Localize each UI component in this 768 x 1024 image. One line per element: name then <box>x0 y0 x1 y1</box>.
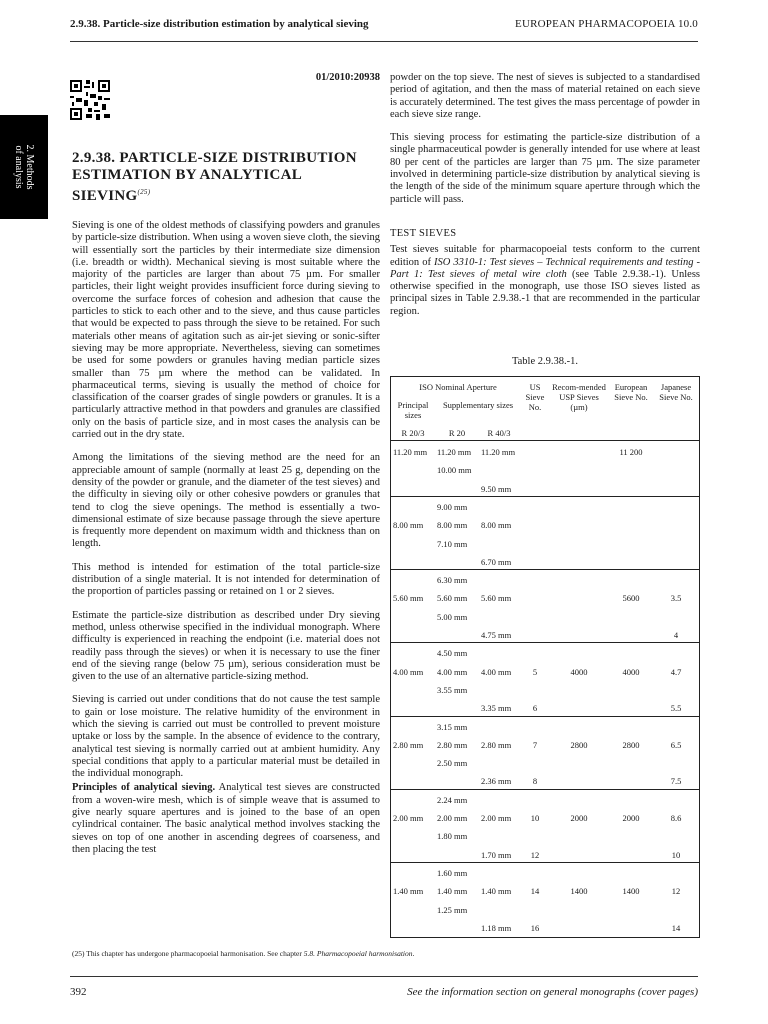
table-body <box>391 441 699 937</box>
footer-rule <box>70 976 698 977</box>
left-column <box>72 220 380 867</box>
cell-r40-3: 2.00 mm <box>481 813 512 823</box>
paragraph: Sieving is carried out under conditions that do not cause the test sample to gain or lose moisture. The relative humidity of the environment in which the sieving is carried out must be controlled to prevent moisture uptake or loss by the sample. In the absence of evidence to the contrary, analytical test sieving is normally carried out at ambient humidity. Any special conditions that apply to a particular material must be detailed in the individual monograph. <box>72 694 380 780</box>
cell-european-sieve: 2800 <box>622 739 640 750</box>
sieve-table <box>390 376 700 938</box>
chapter-title: 2.9.38. PARTICLE-SIZE DISTRIBUTION ESTIMATION BY ANALYTICAL SIEVING$^{(25)}$ <box>72 150 357 204</box>
cell-japanese-sieve: 3.5 <box>670 593 682 604</box>
cell-r20: 10.00 mm <box>437 465 472 476</box>
cell-r40-3: 1.40 mm <box>481 886 512 897</box>
chapter-side-tab <box>0 115 48 219</box>
cell-japanese-sieve: 4.7 <box>670 666 682 677</box>
cell-r20: 3.55 mm <box>437 684 468 695</box>
cell-european-sieve: 4000 <box>622 666 640 677</box>
cell-us-sieve: 14 <box>530 886 540 897</box>
side-tab-line1: 2. Methods <box>24 144 35 190</box>
qr-code-icon <box>70 80 110 120</box>
cell-japanese-sieve: 5.5 <box>670 703 682 714</box>
cell-r20: 5.00 mm <box>437 611 468 622</box>
cell-usp-sieve: 1400 <box>570 886 588 897</box>
cell-r40-3: 11.20 mm <box>481 447 516 457</box>
paragraph: Estimate the particle-size distribution as described under Dry sieving method, unless otherwise specified in the individual monograph. Where difficulty is experienced in reaching the endpoint (i.e. material does not readily pass through the sieves) or when it is necessary to use the finer end of the sieving range (below 75 µm), serious consideration must be given to the use of an alternative particle-sizing method. <box>72 609 380 683</box>
paragraph: This sieving process for estimating the particle-size distribution of a single pharmaceutical powder is generally intended for use where at least 80 per cent of the particles are larger than 75 µm. The size parameter involved in determining particle-size distribution by analytical sieving is the length of the side of the minimum square aperture through which the particle will pass. <box>390 132 700 205</box>
cell-r20-3: 4.00 mm <box>393 666 424 677</box>
cell-r20: 4.50 mm <box>437 648 468 659</box>
cell-r20-3: 2.80 mm <box>393 739 424 750</box>
test-sieves-paragraph: Test sieves suitable for pharmacopoeial tests conform to the current edition of ISO 3310-1: Test sieves – Technical requirements and testing - Part 1: Test sieves of metal wire cloth (see Table 2.9.38.-1). Unless otherwise specified in the monograph, use those ISO sieves listed as principal sizes in Table 2.9.38.-1 that are recommended in the particular region. <box>390 244 700 317</box>
cell-us-sieve: 5 <box>532 666 538 677</box>
cell-r20-3: 8.00 mm <box>393 520 424 531</box>
cell-r20: 1.80 mm <box>437 831 468 842</box>
table-header <box>391 377 699 441</box>
cell-japanese-sieve: 14 <box>671 922 681 933</box>
table-group-separator <box>391 569 699 570</box>
cell-r20-3: 2.00 mm <box>393 813 424 823</box>
cell-japanese-sieve: 6.5 <box>670 739 682 750</box>
cell-us-sieve: 10 <box>530 813 540 823</box>
cell-r20-3: 1.40 mm <box>393 886 424 897</box>
cell-european-sieve: 2000 <box>622 813 640 823</box>
cell-us-sieve: 16 <box>530 922 540 933</box>
cell-european-sieve: 11 200 <box>619 447 643 457</box>
cell-japanese-sieve: 4 <box>673 630 679 640</box>
paragraph: Among the limitations of the sieving method are the need for an appreciable amount of sample (normally at least 25 g, depending on the density of the powder or granule, and the diameter of the test sieves) and the difficulty in sieving oily or other cohesive powders or granules that tend to clog the sieve openings. The method is essentially a two-dimensional estimate of size because passage through the sieve aperture is frequently more dependent on maximum width and thickness than on length. <box>72 452 380 550</box>
header-us: US Sieve No. <box>525 382 545 412</box>
cell-r20: 9.00 mm <box>437 501 468 512</box>
cell-r20: 2.80 mm <box>437 739 468 750</box>
title-footnote-ref: (25) <box>137 188 151 196</box>
cell-r40-3: 3.35 mm <box>481 703 512 714</box>
table-group-separator <box>391 496 699 497</box>
header-european: European Sieve No. <box>614 382 648 402</box>
header-supplementary: Supplementary sizes <box>442 400 514 410</box>
header-section-title: 2.9.38. Particle-size distribution estimation by analytical sieving <box>70 18 369 30</box>
cell-japanese-sieve: 7.5 <box>670 776 682 787</box>
table-group-separator <box>391 716 699 717</box>
footnote: (25) This chapter has undergone pharmacopoeial harmonisation. See chapter 5.8. Pharmacopoeial harmonisation. <box>72 949 415 958</box>
cell-r40-3: 2.80 mm <box>481 739 512 750</box>
cell-r20: 1.25 mm <box>437 904 468 915</box>
header-usp: Recom-mended USP Sieves (µm) <box>552 382 606 412</box>
principles-paragraph: Principles of analytical sieving. Analytical test sieves are constructed from a woven-wire mesh, which is of simple weave that is assumed to give nearly square apertures and is joined to the base of an open cylindrical container. The basic analytical method involves stacking the sieves on top of one another in ascending degrees of coarseness, and then placing the test <box>72 782 381 855</box>
cell-r20: 2.00 mm <box>437 813 468 823</box>
header-principal: Principal sizes <box>397 400 429 420</box>
cell-japanese-sieve: 8.6 <box>670 813 682 823</box>
footer-note: See the information section on general monographs (cover pages) <box>407 986 698 998</box>
cell-r40-3: 5.60 mm <box>481 593 512 604</box>
cell-r20: 1.60 mm <box>437 867 468 878</box>
cell-european-sieve: 5600 <box>622 593 640 604</box>
cell-r20: 5.60 mm <box>437 593 468 604</box>
cell-r20: 2.50 mm <box>437 758 468 769</box>
cell-r40-3: 4.75 mm <box>481 630 512 640</box>
side-tab-line2: of analysis <box>13 145 24 189</box>
cell-r20-3: 11.20 mm <box>393 447 428 457</box>
table-group-separator <box>391 642 699 643</box>
cell-european-sieve: 1400 <box>622 886 640 897</box>
cell-japanese-sieve: 12 <box>671 886 681 897</box>
paragraph: Sieving is one of the oldest methods of classifying powders and granules by particle-size distribution. When using a woven sieve cloth, the sieving will essentially sort the particles by their intermediate size dimension (i.e. breadth or width). Mechanical sieving is most suitable where the majority of the particles are larger than about 75 µm. For smaller particles, their light weight provides insufficient force during sieving to overcome the surface forces of cohesion and adhesion that cause the particles to stick to each other and to the sieve, and thus cause particles that would be expected to pass through the sieve to be retained. For such materials other means of agitation such as air-jet sieving or sonic-sifter sieving may be more appropriate. Nevertheless, sieving can sometimes be used for some powders or granules having median particle sizes smaller than 75 µm where the method can be validated. In pharmaceutical terms, sieving is usually the method of choice for classification of the coarser grades of single powders or granules. It is a particularly attractive method in that powders and granules are classified only on the basis of particle size, and in most cases the analysis can be carried out in the dry state. <box>72 220 380 441</box>
cell-r20: 11.20 mm <box>437 447 472 457</box>
header-iso: ISO Nominal Aperture <box>419 382 497 392</box>
cell-us-sieve: 6 <box>532 703 538 714</box>
cell-r20: 6.30 mm <box>437 575 468 586</box>
cell-r40-3: 6.70 mm <box>481 556 512 567</box>
header-r20-3: R 20/3 <box>401 428 425 438</box>
cell-r40-3: 1.70 mm <box>481 849 512 860</box>
cell-r20: 8.00 mm <box>437 520 468 531</box>
cell-r40-3: 1.18 mm <box>481 922 512 933</box>
document-id: 01/2010:20938 <box>315 72 380 83</box>
cell-usp-sieve: 4000 <box>570 666 588 677</box>
table-group-separator <box>391 789 699 790</box>
cell-r20: 3.15 mm <box>437 721 468 732</box>
header-r20: R 20 <box>448 428 466 438</box>
cell-r20: 1.40 mm <box>437 886 468 897</box>
cell-us-sieve: 8 <box>532 776 538 787</box>
table-group-separator <box>391 862 699 863</box>
cell-us-sieve: 12 <box>530 849 540 860</box>
test-sieves-heading: TEST SIEVES <box>390 227 457 239</box>
page-number: 392 <box>70 986 87 998</box>
header-r40-3: R 40/3 <box>487 428 511 438</box>
cell-r40-3: 9.50 mm <box>481 483 512 494</box>
cell-us-sieve: 7 <box>532 739 538 750</box>
cell-r40-3: 8.00 mm <box>481 520 512 531</box>
cell-r20-3: 5.60 mm <box>393 593 424 604</box>
cell-r40-3: 2.36 mm <box>481 776 512 787</box>
cell-r40-3: 4.00 mm <box>481 666 512 677</box>
cell-r20: 7.10 mm <box>437 538 468 549</box>
cell-r20: 4.00 mm <box>437 666 468 677</box>
cell-r20: 2.24 mm <box>437 794 468 805</box>
cell-usp-sieve: 2800 <box>570 739 588 750</box>
paragraph: powder on the top sieve. The nest of sieves is subjected to a standardised period of agitation, and then the mass of material retained on each sieve is accurately determined. The test gives the mass percentage of powder in each sieve size range. <box>390 72 700 120</box>
header-publication: EUROPEAN PHARMACOPOEIA 10.0 <box>515 18 698 30</box>
running-header <box>70 14 698 42</box>
principles-heading: Principles of analytical sieving. <box>72 782 216 794</box>
right-column <box>390 72 700 329</box>
paragraph: This method is intended for estimation of the total particle-size distribution of a single material. It is not intended for determination of the proportion of particles passing or retained on 1 or 2 sieves. <box>72 561 380 598</box>
table-caption: Table 2.9.38.-1. <box>511 356 579 367</box>
header-japanese: Japanese Sieve No. <box>659 382 693 402</box>
cell-usp-sieve: 2000 <box>570 813 588 823</box>
cell-japanese-sieve: 10 <box>671 849 681 860</box>
